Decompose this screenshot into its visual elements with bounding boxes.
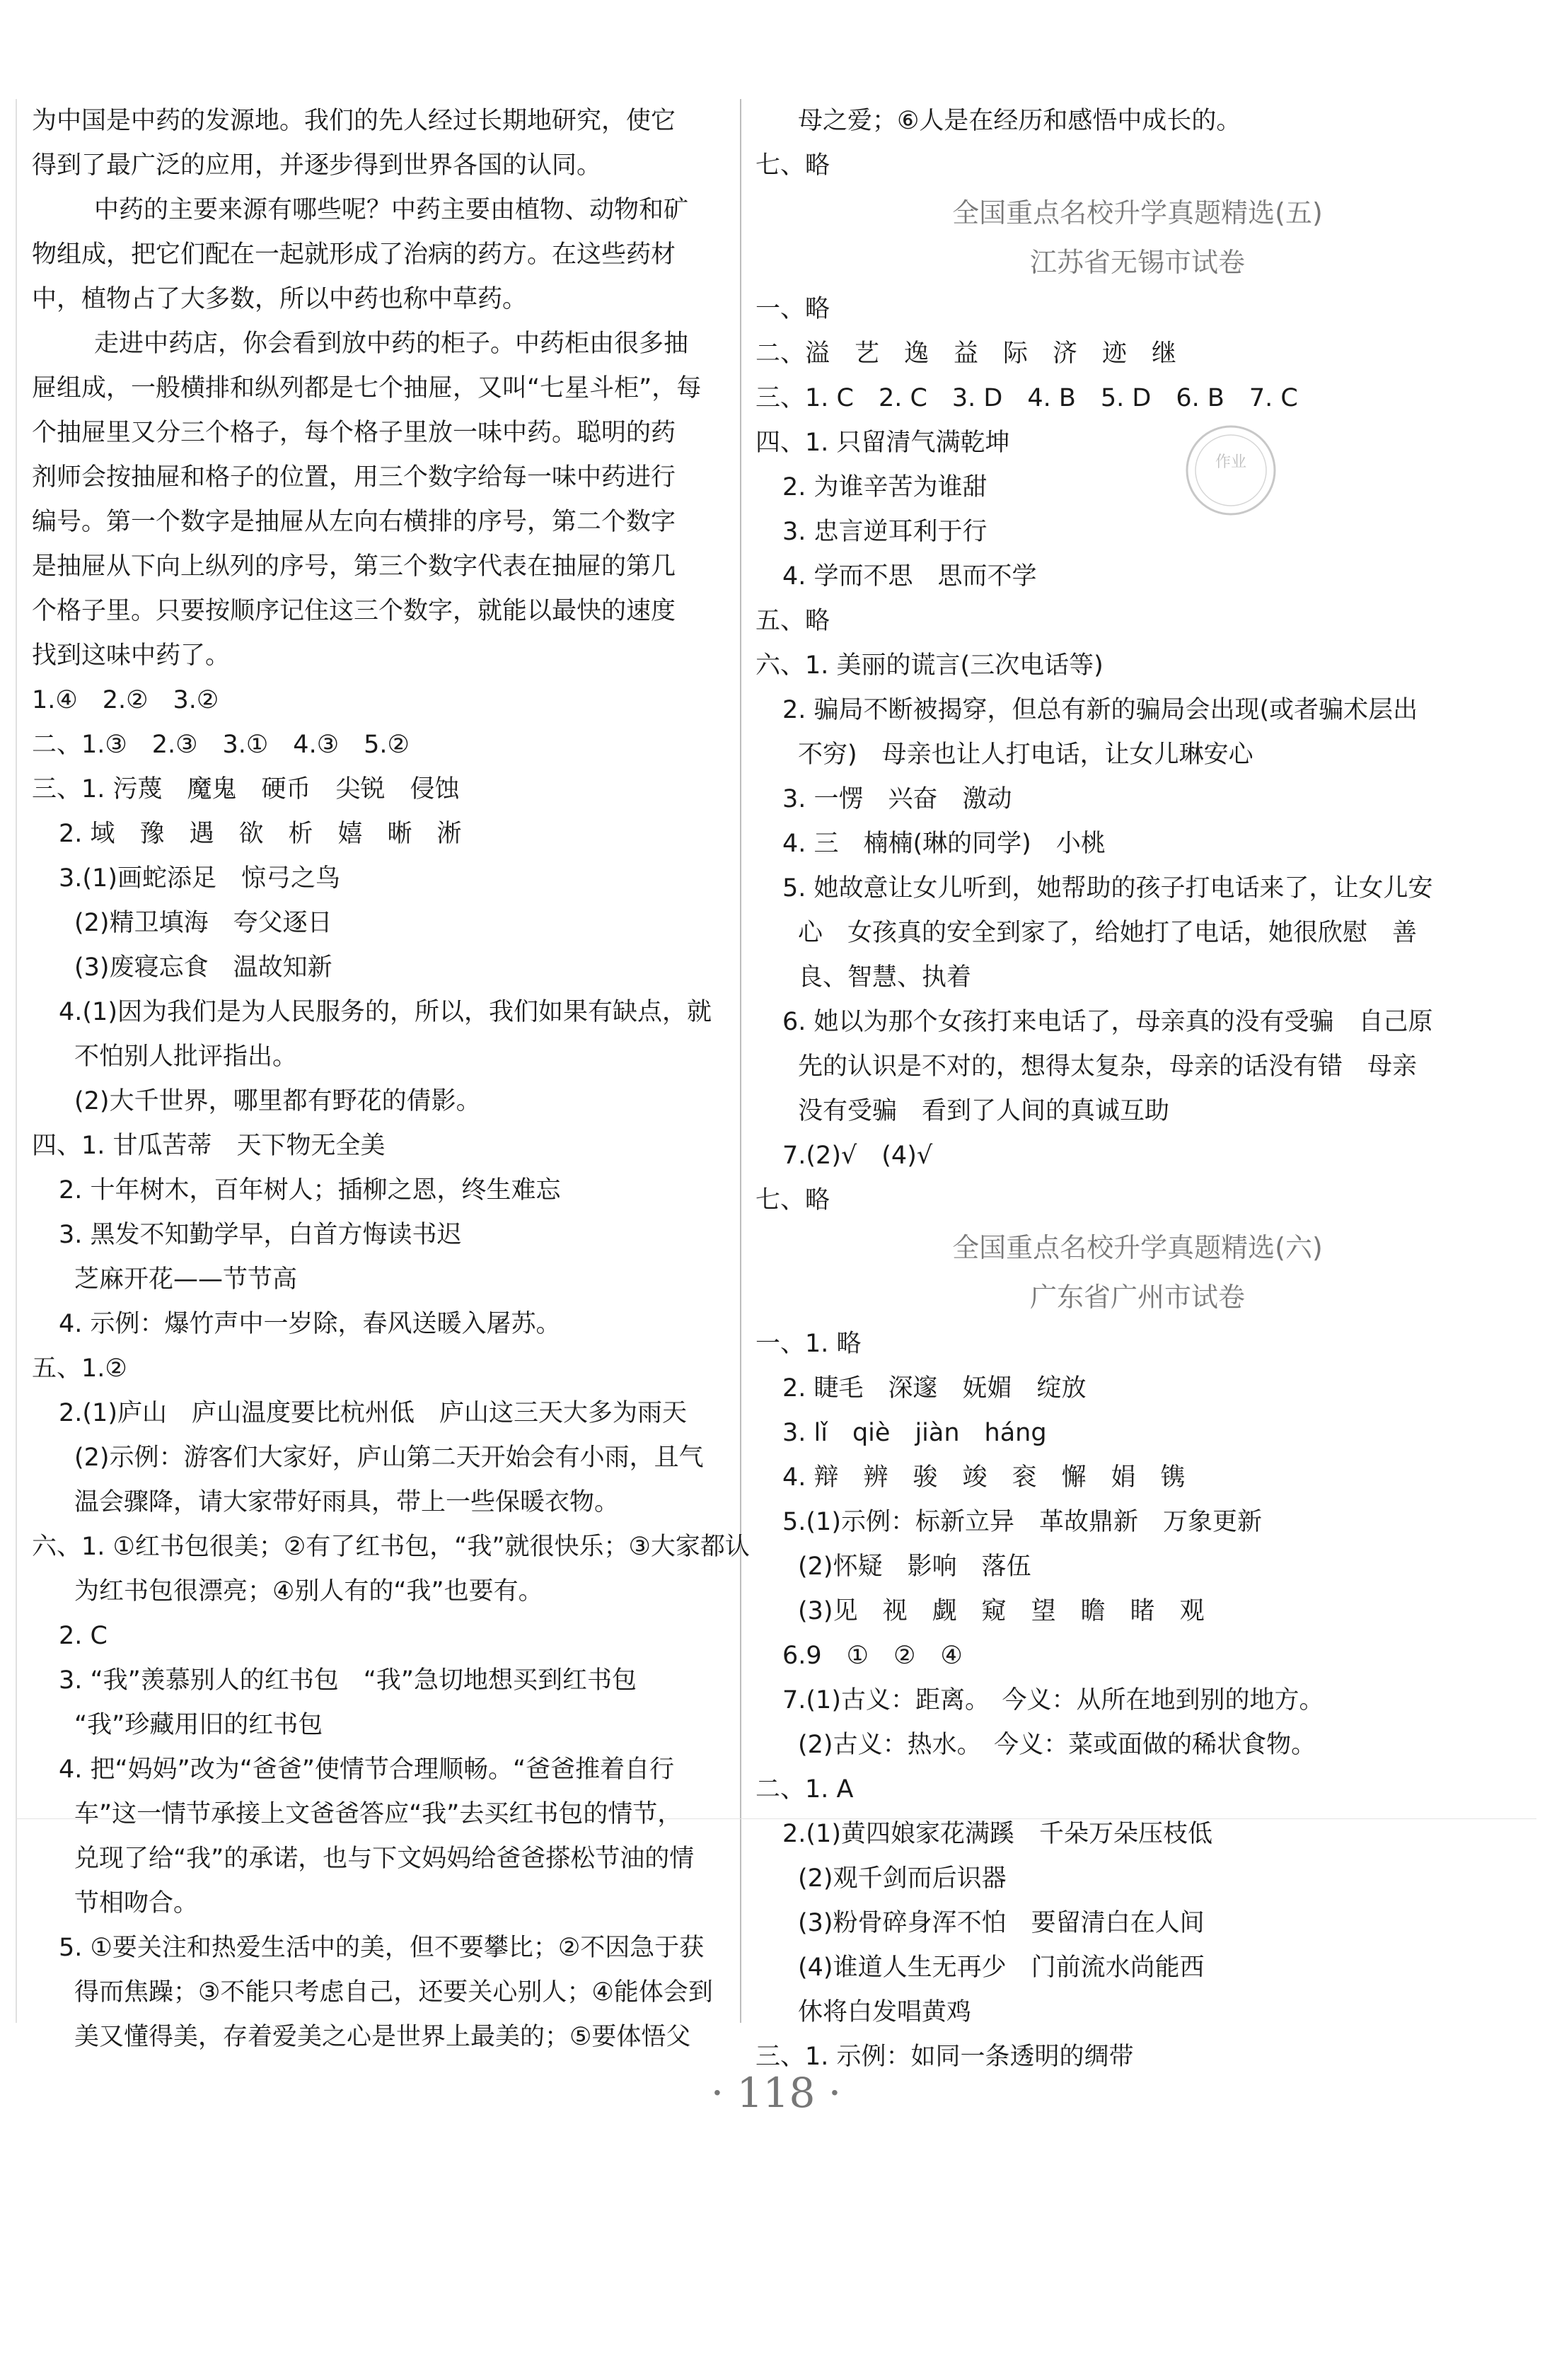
text-line: 3. 忠言逆耳利于行 [782, 518, 988, 546]
text-line: 7.(2)√ (4)√ [782, 1142, 933, 1170]
section-heading: 全国重点名校升学真题精选(六) [952, 1232, 1323, 1263]
text-line: 1.④ 2.② 3.② [32, 686, 219, 714]
text-line: 物组成，把它们配在一起就形成了治病的药方。在这些药材 [32, 240, 676, 269]
text-line: (2)大千世界，哪里都有野花的倩影。 [74, 1087, 481, 1115]
text-line: 找到这味中药了。 [32, 642, 231, 670]
text-line: 剂师会按抽屉和格子的位置，用三个数字给每一味中药进行 [32, 463, 676, 492]
text-line: 3. 一愣 兴奋 激动 [782, 785, 1012, 813]
text-line: 心 女孩真的安全到家了，给她打了电话，她很欣慰 善 [798, 919, 1418, 947]
text-line: 6. 她以为那个女孩打来电话了，母亲真的没有受骗 自己原 [782, 1008, 1433, 1036]
text-line: (3)见 视 觑 窥 望 瞻 睹 观 [798, 1597, 1205, 1625]
text-line: 中，植物占了大多数，所以中药也称中草药。 [32, 285, 528, 313]
text-line: 美又懂得美，存着爱美之心是世界上最美的；⑤要体悟父 [74, 2023, 691, 2051]
text-line: 母之爱；⑥人是在经历和感悟中成长的。 [798, 107, 1241, 135]
text-line: 得而焦躁；③不能只考虑自己，还要关心别人；④能体会到 [74, 1978, 713, 2007]
text-line: 是抽屉从下向上纵列的序号，第三个数字代表在抽屉的第几 [32, 552, 676, 581]
text-line: 七、略 [755, 151, 830, 180]
text-line: 四、1. 只留清气满乾坤 [755, 429, 1010, 457]
section-heading: 江苏省无锡市试卷 [1029, 247, 1245, 278]
text-line: 编号。第一个数字是抽屉从左向右横排的序号，第二个数字 [32, 508, 676, 536]
text-line: (2)精卫填海 夸父逐日 [74, 909, 332, 937]
text-line: (2)怀疑 影响 落伍 [798, 1552, 1031, 1581]
text-line: 得到了最广泛的应用，并逐步得到世界各国的认同。 [32, 151, 602, 180]
text-line: 三、1. C 2. C 3. D 4. B 5. D 6. B 7. C [755, 384, 1298, 412]
text-line: 为红书包很漂亮；④别人有的“我”也要有。 [74, 1577, 543, 1606]
left-margin-rule [16, 99, 17, 2023]
text-line: 一、略 [755, 295, 830, 323]
text-line: 芝麻开花——节节高 [74, 1265, 298, 1294]
text-line: 4. 辩 辨 骏 竣 衮 懈 娟 镌 [782, 1463, 1186, 1492]
text-line: 4.(1)因为我们是为人民服务的，所以，我们如果有缺点，就 [59, 998, 712, 1026]
text-line: 一、1. 略 [755, 1330, 862, 1358]
text-line: 六、1. ①红书包很美；②有了红书包，“我”就很快乐；③大家都认 [32, 1533, 750, 1561]
text-line: 先的认识是不对的，想得太复杂，母亲的话没有错 母亲 [798, 1052, 1418, 1081]
text-line: 休将白发唱黄鸡 [798, 1998, 972, 2026]
page-number: · 118 · [710, 2069, 842, 2117]
section-heading: 广东省广州市试卷 [1029, 1282, 1245, 1313]
text-line: 五、略 [755, 607, 830, 635]
text-line: 7.(1)古义：距离。 今义：从所在地到别的地方。 [782, 1686, 1324, 1714]
text-line: 不穷) 母亲也让人打电话，让女儿琳安心 [798, 741, 1253, 769]
text-line: 个格子里。只要按顺序记住这三个数字，就能以最快的速度 [32, 597, 676, 625]
text-line: 5. 她故意让女儿听到，她帮助的孩子打电话来了，让女儿安 [782, 874, 1433, 902]
text-line: 三、1. 污蔑 魔鬼 硬币 尖锐 侵蚀 [32, 775, 460, 803]
text-line: 良、智慧、执着 [798, 963, 972, 992]
text-line: (2)观千剑而后识器 [798, 1864, 1007, 1893]
text-line: 2. 骗局不断被揭穿，但总有新的骗局会出现(或者骗术层出 [782, 696, 1418, 724]
text-line: 4. 学而不思 思而不学 [782, 562, 1037, 591]
text-line: (4)谁道人生无再少 门前流水尚能西 [798, 1954, 1205, 1982]
text-line: 3. “我”羡慕别人的红书包 “我”急切地想买到红书包 [59, 1666, 637, 1695]
text-line: 温会骤降，请大家带好雨具，带上一些保暖衣物。 [74, 1488, 620, 1516]
text-line: 5. ①要关注和热爱生活中的美，但不要攀比；②不因急于获 [59, 1934, 705, 1962]
text-line: 2. 睫毛 深邃 妩媚 绽放 [782, 1374, 1087, 1403]
text-line: 四、1. 甘瓜苦蒂 天下物无全美 [32, 1132, 386, 1160]
text-line: (2)示例：游客们大家好，庐山第二天开始会有小雨，且气 [74, 1444, 704, 1472]
text-line: 4. 把“妈妈”改为“爸爸”使情节合理顺畅。“爸爸推着自行 [59, 1755, 675, 1784]
text-line: (3)粉骨碎身浑不怕 要留清白在人间 [798, 1909, 1205, 1937]
text-line: 兑现了给“我”的承诺，也与下文妈妈给爸爸搽松节油的情 [74, 1845, 695, 1873]
text-line: 节相吻合。 [74, 1889, 199, 1917]
text-line: 为中国是中药的发源地。我们的先人经过长期地研究，使它 [32, 107, 676, 135]
text-line: 走进中药店，你会看到放中药的柜子。中药柜由很多抽 [94, 330, 689, 358]
text-line: 2. 为谁辛苦为谁甜 [782, 473, 988, 501]
text-line: 3.(1)画蛇添足 惊弓之鸟 [59, 864, 340, 893]
stamp-text: 作业 [1215, 453, 1247, 471]
text-line: 不怕别人批评指出。 [74, 1043, 298, 1071]
text-line: 三、1. 示例：如同一条透明的绸带 [755, 2043, 1134, 2071]
text-line: 2. C [59, 1622, 108, 1650]
text-line: 个抽屉里又分三个格子，每个格子里放一味中药。聪明的药 [32, 419, 676, 447]
text-line: 3. 黑发不知勤学早，白首方悔读书迟 [59, 1221, 462, 1249]
text-line: 3. lǐ qiè jiàn háng [782, 1419, 1047, 1447]
text-line: 车”这一情节承接上文爸爸答应“我”去买红书包的情节， [74, 1800, 683, 1828]
text-line: 五、1.② [32, 1354, 127, 1383]
homework-stamp-icon [1178, 417, 1284, 523]
section-heading: 全国重点名校升学真题精选(五) [952, 197, 1323, 228]
text-line: 七、略 [755, 1186, 830, 1214]
text-line: 6.9 ① ② ④ [782, 1642, 963, 1670]
column-divider [740, 99, 741, 2023]
text-line: 没有受骗 看到了人间的真诚互助 [798, 1097, 1170, 1125]
text-line: (2)古义：热水。 今义：菜或面做的稀状食物。 [798, 1731, 1316, 1759]
text-line: 2. 十年树木，百年树人；插柳之恩，终生难忘 [59, 1176, 561, 1204]
text-line: (3)废寝忘食 温故知新 [74, 953, 332, 982]
text-line: 二、1. A [755, 1775, 854, 1804]
text-line: 中药的主要来源有哪些呢？中药主要由植物、动物和矿 [94, 196, 689, 224]
text-line: 二、溢 艺 逸 益 际 济 迹 继 [755, 339, 1177, 368]
text-line: 六、1. 美丽的谎言(三次电话等) [755, 651, 1104, 680]
text-line: 2.(1)黄四娘家花满蹊 千朵万朵压枝低 [782, 1820, 1212, 1848]
text-line: “我”珍藏用旧的红书包 [74, 1711, 323, 1739]
text-line: 屉组成，一般横排和纵列都是七个抽屉，又叫“七星斗柜”，每 [32, 374, 702, 402]
text-line: 5.(1)示例：标新立异 革故鼎新 万象更新 [782, 1508, 1262, 1536]
right-column [755, 99, 1519, 2079]
text-line: 2.(1)庐山 庐山温度要比杭州低 庐山这三天大多为雨天 [59, 1399, 687, 1427]
text-line: 2. 域 豫 遇 欲 析 嬉 晰 淅 [59, 820, 462, 848]
text-line: 二、1.③ 2.③ 3.① 4.③ 5.② [32, 731, 410, 759]
text-line: 4. 示例：爆竹声中一岁除，春风送暖入屠苏。 [59, 1310, 561, 1338]
text-line: 4. 三 楠楠(琳的同学) 小桃 [782, 830, 1106, 858]
left-column [32, 99, 750, 2060]
